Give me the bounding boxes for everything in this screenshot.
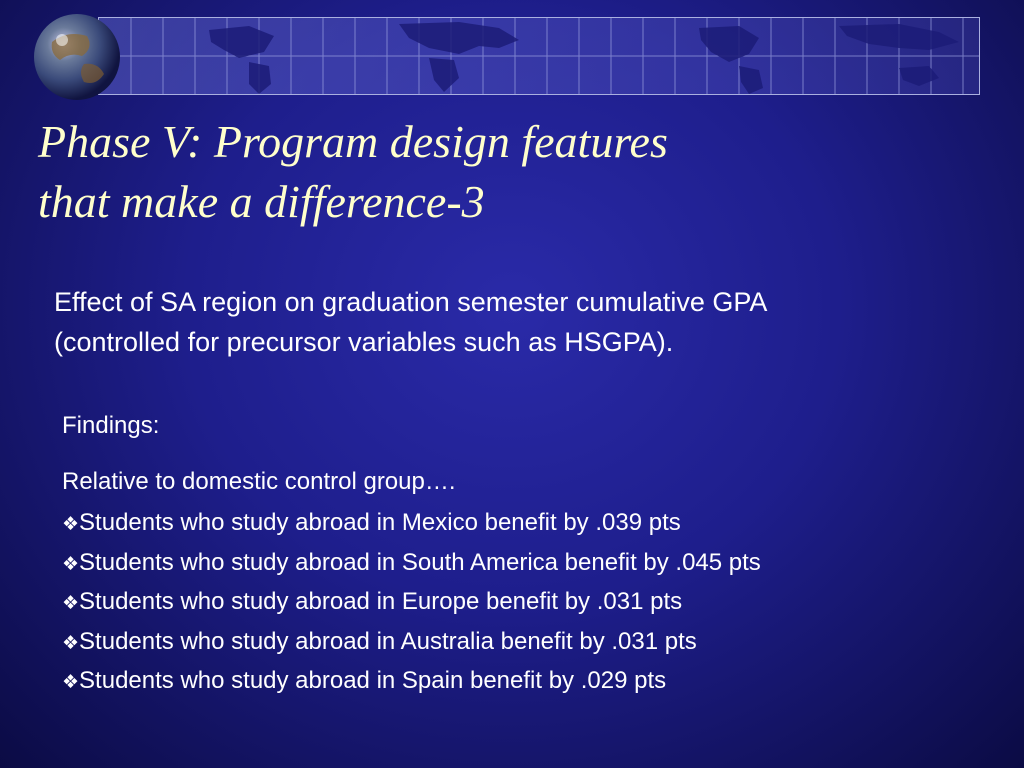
findings-list bbox=[62, 504, 761, 702]
subtitle-line-2: (controlled for precursor variables such as HSGPA). bbox=[54, 327, 674, 357]
finding-text: Students who study abroad in Australia benefit by .031 pts bbox=[79, 627, 697, 655]
diamond-bullet-icon: ❖ bbox=[62, 592, 80, 614]
slide-title bbox=[38, 112, 668, 232]
globe-icon bbox=[32, 12, 122, 102]
finding-text: Students who study abroad in Spain benefit by .029 pts bbox=[79, 667, 667, 694]
findings-label: Findings: bbox=[62, 412, 160, 439]
finding-text: Students who study abroad in South America benefit by .045 pts bbox=[79, 548, 761, 576]
subtitle-line-1: Effect of SA region on graduation semester cumulative GPA bbox=[54, 287, 768, 317]
diamond-bullet-icon: ❖ bbox=[62, 513, 80, 535]
findings-intro: Relative to domestic control group…. bbox=[62, 468, 456, 495]
diamond-bullet-icon: ❖ bbox=[62, 552, 80, 575]
finding-item bbox=[62, 583, 761, 623]
finding-text: Students who study abroad in Mexico benefit by .039 pts bbox=[79, 509, 681, 536]
finding-item bbox=[62, 504, 761, 544]
slide-title-line-1: Phase V: Program design features bbox=[38, 116, 668, 167]
world-map-graphic bbox=[99, 18, 979, 94]
diamond-bullet-icon: ❖ bbox=[62, 671, 80, 693]
diamond-bullet-icon: ❖ bbox=[62, 631, 80, 654]
slide-subtitle bbox=[54, 282, 1004, 362]
world-map-banner bbox=[98, 17, 980, 95]
slide-title-line-2: that make a difference-3 bbox=[38, 176, 485, 227]
finding-text: Students who study abroad in Europe benefit by .031 pts bbox=[79, 588, 683, 615]
finding-item bbox=[62, 623, 761, 663]
finding-item bbox=[62, 544, 761, 584]
finding-item bbox=[62, 662, 761, 702]
